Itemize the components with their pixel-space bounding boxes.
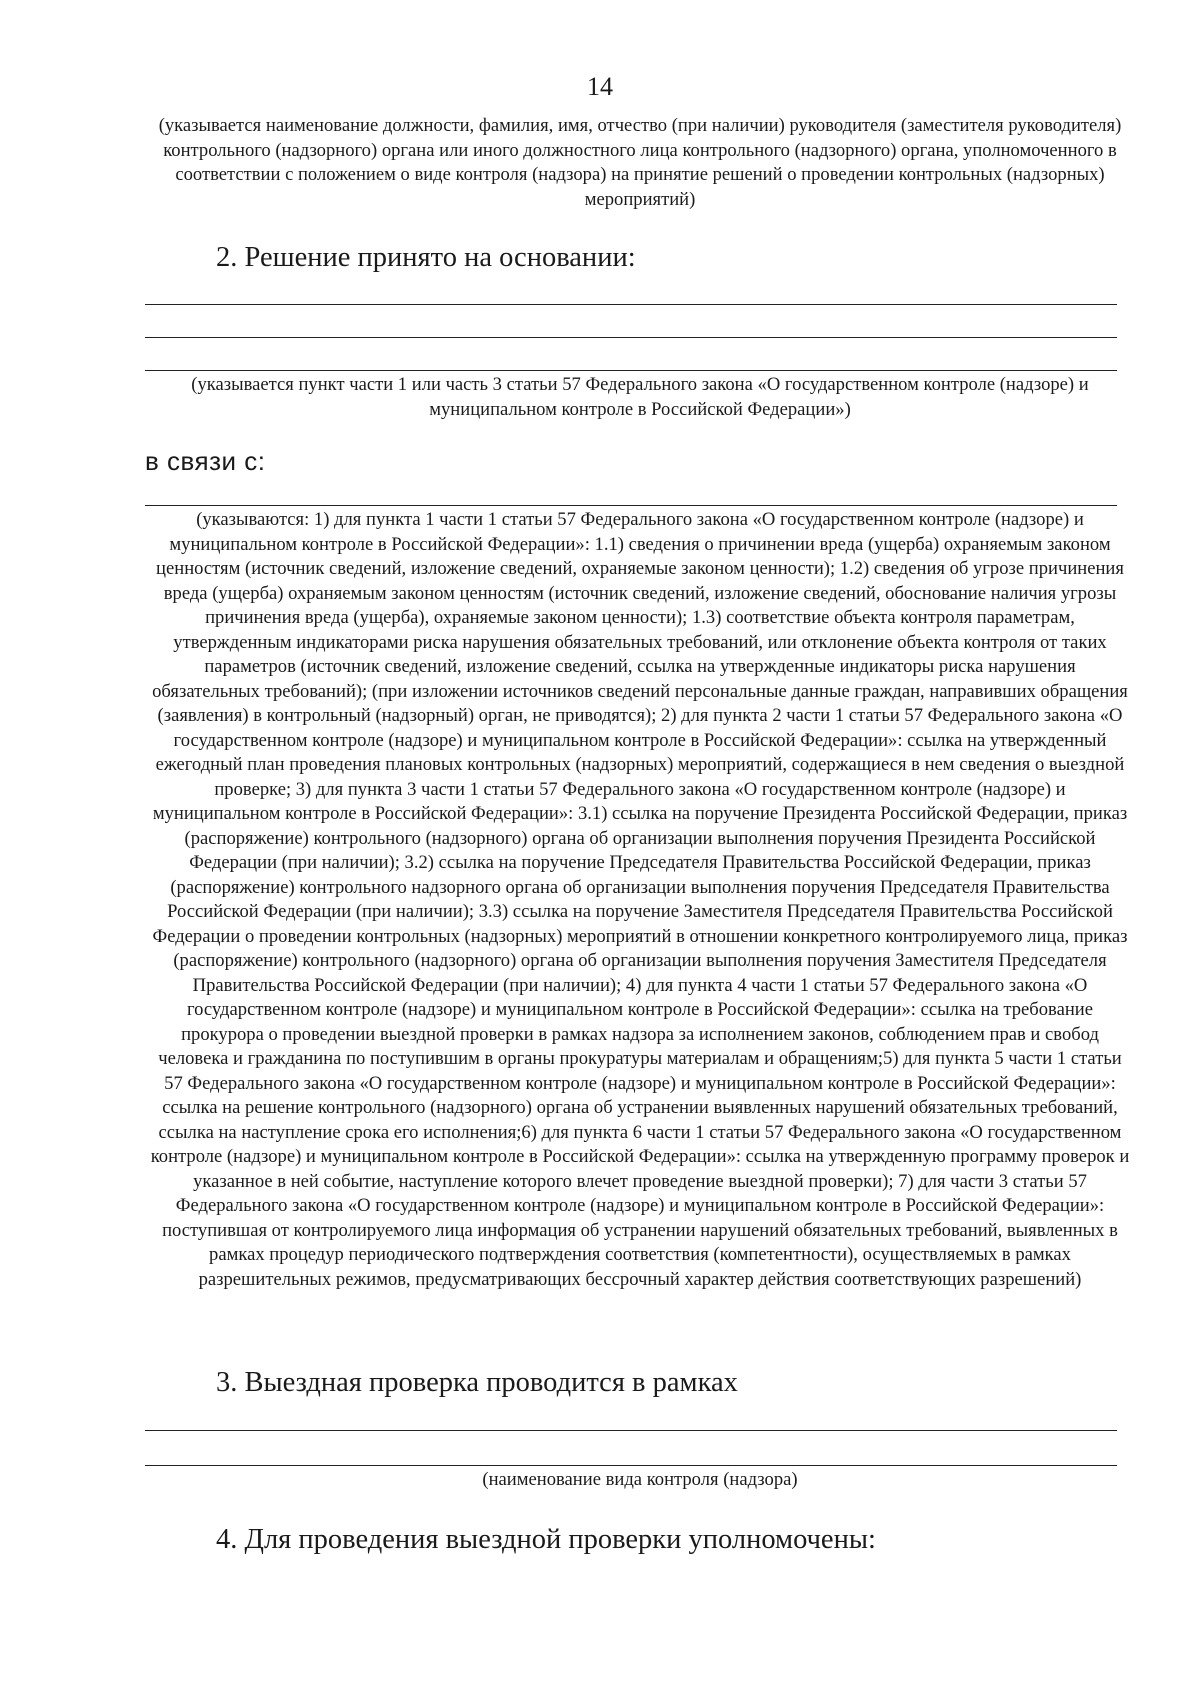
- blank-line-4: [145, 505, 1117, 506]
- blank-line-5: [145, 1430, 1117, 1431]
- control-type-note: (наименование вида контроля (надзора): [482, 1469, 798, 1490]
- blank-line-2: [145, 337, 1117, 338]
- page-number: 14: [587, 72, 613, 101]
- section-2-heading: 2. Решение принято на основании:: [216, 242, 636, 273]
- official-position-note: (указывается наименование должности, фамилия, имя, отчество (при наличии) руководителя (заместителя руководителя) контрольного (надзорного) органа или иного должностного лица контрольного (надзорного) органа, уполномоченного в соответствии с положением о виде контроля (надзора) на принятие решений о проведении контрольных (надзорных) мероприятий): [158, 115, 1122, 210]
- legal-basis-note: (указывается пункт части 1 или часть 3 статьи 57 Федерального закона «О государственном контроле (надзоре) и муниципальном контроле в Российской Федерации»): [191, 374, 1089, 420]
- section-3-heading: 3. Выездная проверка проводится в рамках: [216, 1367, 738, 1398]
- blank-line-6: [145, 1465, 1117, 1466]
- in-connection-label: в связи с:: [145, 446, 266, 476]
- blank-line-3: [145, 370, 1117, 371]
- section-4-heading: 4. Для проведения выездной проверки уполномочены:: [216, 1524, 876, 1555]
- grounds-details-note: (указываются: 1) для пункта 1 части 1 статьи 57 Федерального закона «О государственном контроле (надзоре) и муниципальном контроле в Российской Федерации»: 1.1) сведения о причинении вреда (ущерба) охраняемым законом ценностям (источник сведений, изложение сведений, охраняемые законом ценности); 1.2) сведения об угрозе причинения вреда (ущерба) охраняемым законом ценностям (источник сведений, изложение сведений, обоснование наличия угрозы причинения вреда (ущерба), охраняемые законом ценности); 1.3) соответствие объекта контроля параметрам, утвержденным индикаторами риска нарушения обязательных требований, или отклонение объекта контроля от таких параметров (источник сведений, изложение сведений, ссылка на утвержденные индикаторы риска нарушения обязательных требований); (при изложении источников сведений персональные данные граждан, направивших обращения (заявления) в контрольный (надзорный) орган, не приводятся); 2) для пункта 2 части 1 статьи 57 Федерального закона «О государственном контроле (надзоре) и муниципальном контроле в Российской Федерации»: ссылка на утвержденный ежегодный план проведения плановых контрольных (надзорных) мероприятий, содержащиеся в нем сведения о выездной проверке; 3) для пункта 3 части 1 статьи 57 Федерального закона «О государственном контроле (надзоре) и муниципальном контроле в Российской Федерации»: 3.1) ссылка на поручение Президента Российской Федерации, приказ (распоряжение) контрольного (надзорного) органа об организации выполнения поручения Президента Российской Федерации (при наличии); 3.2) ссылка на поручение Председателя Правительства Российской Федерации, приказ (распоряжение) контрольного надзорного органа об организации выполнения поручения Председателя Правительства Российской Федерации (при наличии); 3.3) ссылка на поручение Заместителя Председателя Правительства Российской Федерации о проведении контрольных (надзорных) мероприятий в отношении конкретного контролируемого лица, приказ (распоряжение) контрольного (надзорного) органа об организации выполнения поручения Заместителя Председателя Правительства Российской Федерации (при наличии); 4) для пункта 4 части 1 статьи 57 Федерального закона «О государственном контроле (надзоре) и муниципальном контроле в Российской Федерации»: ссылка на требование прокурора о проведении выездной проверки в рамках надзора за исполнением законов, соблюдением прав и свобод человека и гражданина по поступившим в органы прокуратуры материалам и обращениям;5) для пункта 5 части 1 статьи 57 Федерального закона «О государственном контроле (надзоре) и муниципальном контроле в Российской Федерации»: ссылка на решение контрольного (надзорного) органа об устранении выявленных нарушений обязательных требований, ссылка на наступление срока его исполнения;6) для пункта 6 части 1 статьи 57 Федерального закона «О государственном контроле (надзоре) и муниципальном контроле в Российской Федерации»: ссылка на утвержденную программу проверок и указанное в ней событие, наступление которого влечет проведение выездной проверки); 7) для части 3 статьи 57 Федерального закона «О государственном контроле (надзоре) и муниципальном контроле в Российской Федерации»: поступившая от контролируемого лица информация об устранении нарушений обязательных требований, выявленных в рамках процедур периодического подтверждения соответствия (компетентности), осуществляемых в рамках разрешительных режимов, предусматривающих бессрочный характер действия соответствующих разрешений): [150, 509, 1130, 1290]
- blank-line-1: [145, 304, 1117, 305]
